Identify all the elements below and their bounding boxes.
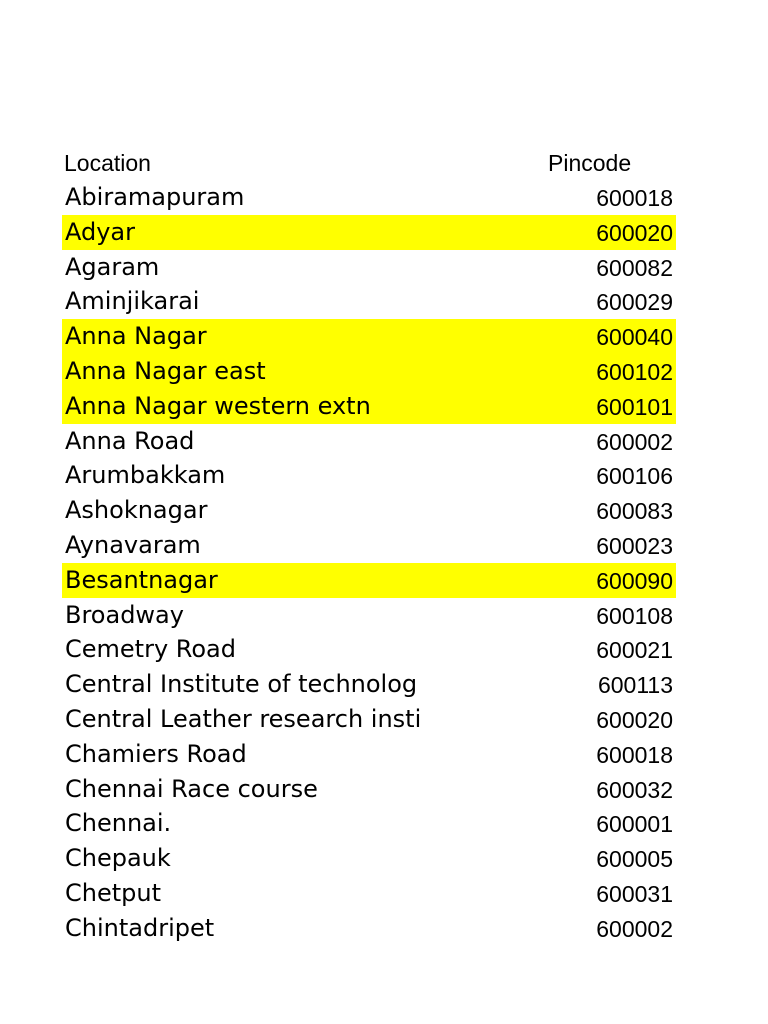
pincode-cell: 600108 <box>596 602 673 629</box>
pincode-cell: 600113 <box>597 672 673 699</box>
pincode-cell: 600032 <box>596 776 673 803</box>
location-cell: Central Leather research insti <box>65 704 422 733</box>
table-row <box>62 215 676 250</box>
table-row <box>62 284 676 319</box>
pincode-cell: 600001 <box>596 811 673 838</box>
location-cell: Cemetry Road <box>65 635 236 664</box>
table-row <box>62 180 676 215</box>
table-row <box>62 528 676 563</box>
table-row <box>62 841 676 876</box>
pincode-cell: 600106 <box>596 463 673 490</box>
pincode-cell: 600031 <box>596 880 673 907</box>
table-row <box>62 598 676 633</box>
location-cell: Arumbakkam <box>65 461 226 490</box>
pincode-cell: 600018 <box>596 185 673 211</box>
pincode-cell: 600090 <box>596 567 673 594</box>
location-column-header: Location <box>64 150 151 176</box>
pincode-cell: 600021 <box>596 637 673 664</box>
location-cell: Aminjikarai <box>65 287 200 316</box>
pincode-cell: 600018 <box>596 741 673 768</box>
pincode-cell: 600083 <box>596 498 673 525</box>
location-cell: Anna Nagar western extn <box>65 391 371 420</box>
pincode-cell: 600101 <box>596 393 673 420</box>
location-cell: Broadway <box>65 600 184 629</box>
pincode-cell: 600020 <box>596 706 673 733</box>
table-row <box>62 389 676 424</box>
pincode-cell: 600002 <box>596 428 673 455</box>
table-row <box>62 354 676 389</box>
table-row <box>62 319 676 354</box>
table-row <box>62 458 676 493</box>
pincode-cell: 600005 <box>596 846 673 873</box>
location-cell: Chennai. <box>65 809 172 838</box>
table-row <box>62 702 676 737</box>
location-cell: Ashoknagar <box>65 496 208 525</box>
table-row <box>62 911 676 946</box>
table-row <box>62 667 676 702</box>
pincode-cell: 600102 <box>596 358 673 385</box>
pincode-column-header: Pincode <box>548 150 632 176</box>
location-cell: Anna Nagar east <box>65 356 266 385</box>
table-row <box>62 493 676 528</box>
table-row <box>62 876 676 911</box>
table-row <box>62 250 676 285</box>
location-cell: Agaram <box>65 252 160 281</box>
pincode-cell: 600029 <box>596 289 673 316</box>
location-cell: Adyar <box>65 217 136 246</box>
table-row <box>62 424 676 459</box>
table-row <box>62 806 676 841</box>
location-cell: Anna Road <box>65 426 195 455</box>
location-cell: Central Institute of technolog <box>65 670 418 699</box>
pincode-cell: 600002 <box>596 915 673 942</box>
pincode-cell: 600020 <box>596 219 673 246</box>
location-cell: Anna Nagar <box>65 322 207 351</box>
table-row <box>62 772 676 807</box>
table-row <box>62 563 676 598</box>
pincode-cell: 600040 <box>596 324 673 351</box>
location-pincode-table <box>62 146 676 946</box>
location-cell: Abiramapuram <box>65 183 245 211</box>
location-cell: Aynavaram <box>65 530 201 559</box>
location-cell: Chetput <box>65 878 161 907</box>
location-cell: Chintadripet <box>65 913 215 942</box>
pincode-cell: 600023 <box>596 532 673 559</box>
location-cell: Chennai Race course <box>65 774 318 803</box>
location-cell: Chamiers Road <box>65 739 247 768</box>
table-body <box>62 180 676 946</box>
pincode-cell: 600082 <box>596 254 673 281</box>
table-row <box>62 632 676 667</box>
location-cell: Besantnagar <box>65 565 218 594</box>
location-cell: Chepauk <box>65 844 171 873</box>
table-header-row <box>62 146 676 180</box>
table-row <box>62 737 676 772</box>
